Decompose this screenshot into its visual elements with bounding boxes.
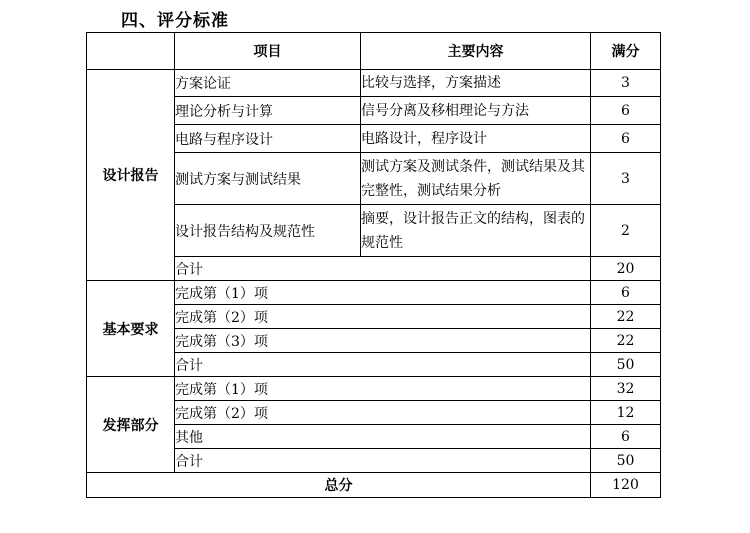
header-row bbox=[87, 33, 661, 70]
score-cell: 22 bbox=[591, 305, 661, 329]
content-cell: 信号分离及移相理论与方法 bbox=[361, 97, 591, 125]
item-cell: 其他 bbox=[175, 425, 591, 449]
grand-total-row bbox=[87, 473, 661, 498]
item-cell: 方案论证 bbox=[175, 70, 361, 97]
item-cell: 完成第（3）项 bbox=[175, 329, 591, 353]
content-cell: 比较与选择，方案描述 bbox=[361, 70, 591, 97]
subtotal-score: 50 bbox=[591, 449, 661, 473]
item-cell: 完成第（2）项 bbox=[175, 401, 591, 425]
grand-total-label: 总分 bbox=[87, 473, 591, 498]
subtotal-score: 20 bbox=[591, 257, 661, 281]
score-cell: 6 bbox=[591, 425, 661, 449]
header-score: 满分 bbox=[591, 33, 661, 70]
score-cell: 6 bbox=[591, 125, 661, 153]
score-cell: 6 bbox=[591, 97, 661, 125]
section-title: 四、评分标准 bbox=[121, 11, 229, 31]
table-row bbox=[87, 70, 661, 97]
table-row bbox=[87, 281, 661, 305]
score-cell: 6 bbox=[591, 281, 661, 305]
item-cell: 完成第（1）项 bbox=[175, 377, 591, 401]
score-cell: 32 bbox=[591, 377, 661, 401]
content-cell: 摘要，设计报告正文的结构，图表的规范性 bbox=[361, 205, 591, 257]
item-cell: 完成第（1）项 bbox=[175, 281, 591, 305]
score-cell: 3 bbox=[591, 70, 661, 97]
score-cell: 22 bbox=[591, 329, 661, 353]
grading-table bbox=[86, 32, 661, 498]
category-design-report: 设计报告 bbox=[87, 70, 175, 281]
score-cell: 2 bbox=[591, 205, 661, 257]
item-cell: 电路与程序设计 bbox=[175, 125, 361, 153]
subtotal-label: 合计 bbox=[175, 353, 591, 377]
category-basic-requirements: 基本要求 bbox=[87, 281, 175, 377]
grand-total-score: 120 bbox=[591, 473, 661, 498]
item-cell: 设计报告结构及规范性 bbox=[175, 205, 361, 257]
item-cell: 测试方案与测试结果 bbox=[175, 153, 361, 205]
score-cell: 3 bbox=[591, 153, 661, 205]
subtotal-label: 合计 bbox=[175, 449, 591, 473]
content-cell: 测试方案及测试条件，测试结果及其完整性，测试结果分析 bbox=[361, 153, 591, 205]
score-cell: 12 bbox=[591, 401, 661, 425]
table-row bbox=[87, 377, 661, 401]
content-cell: 电路设计，程序设计 bbox=[361, 125, 591, 153]
item-cell: 完成第（2）项 bbox=[175, 305, 591, 329]
header-blank bbox=[87, 33, 175, 70]
item-cell: 理论分析与计算 bbox=[175, 97, 361, 125]
header-content: 主要内容 bbox=[361, 33, 591, 70]
header-item: 项目 bbox=[175, 33, 361, 70]
subtotal-label: 合计 bbox=[175, 257, 591, 281]
subtotal-score: 50 bbox=[591, 353, 661, 377]
category-extension: 发挥部分 bbox=[87, 377, 175, 473]
